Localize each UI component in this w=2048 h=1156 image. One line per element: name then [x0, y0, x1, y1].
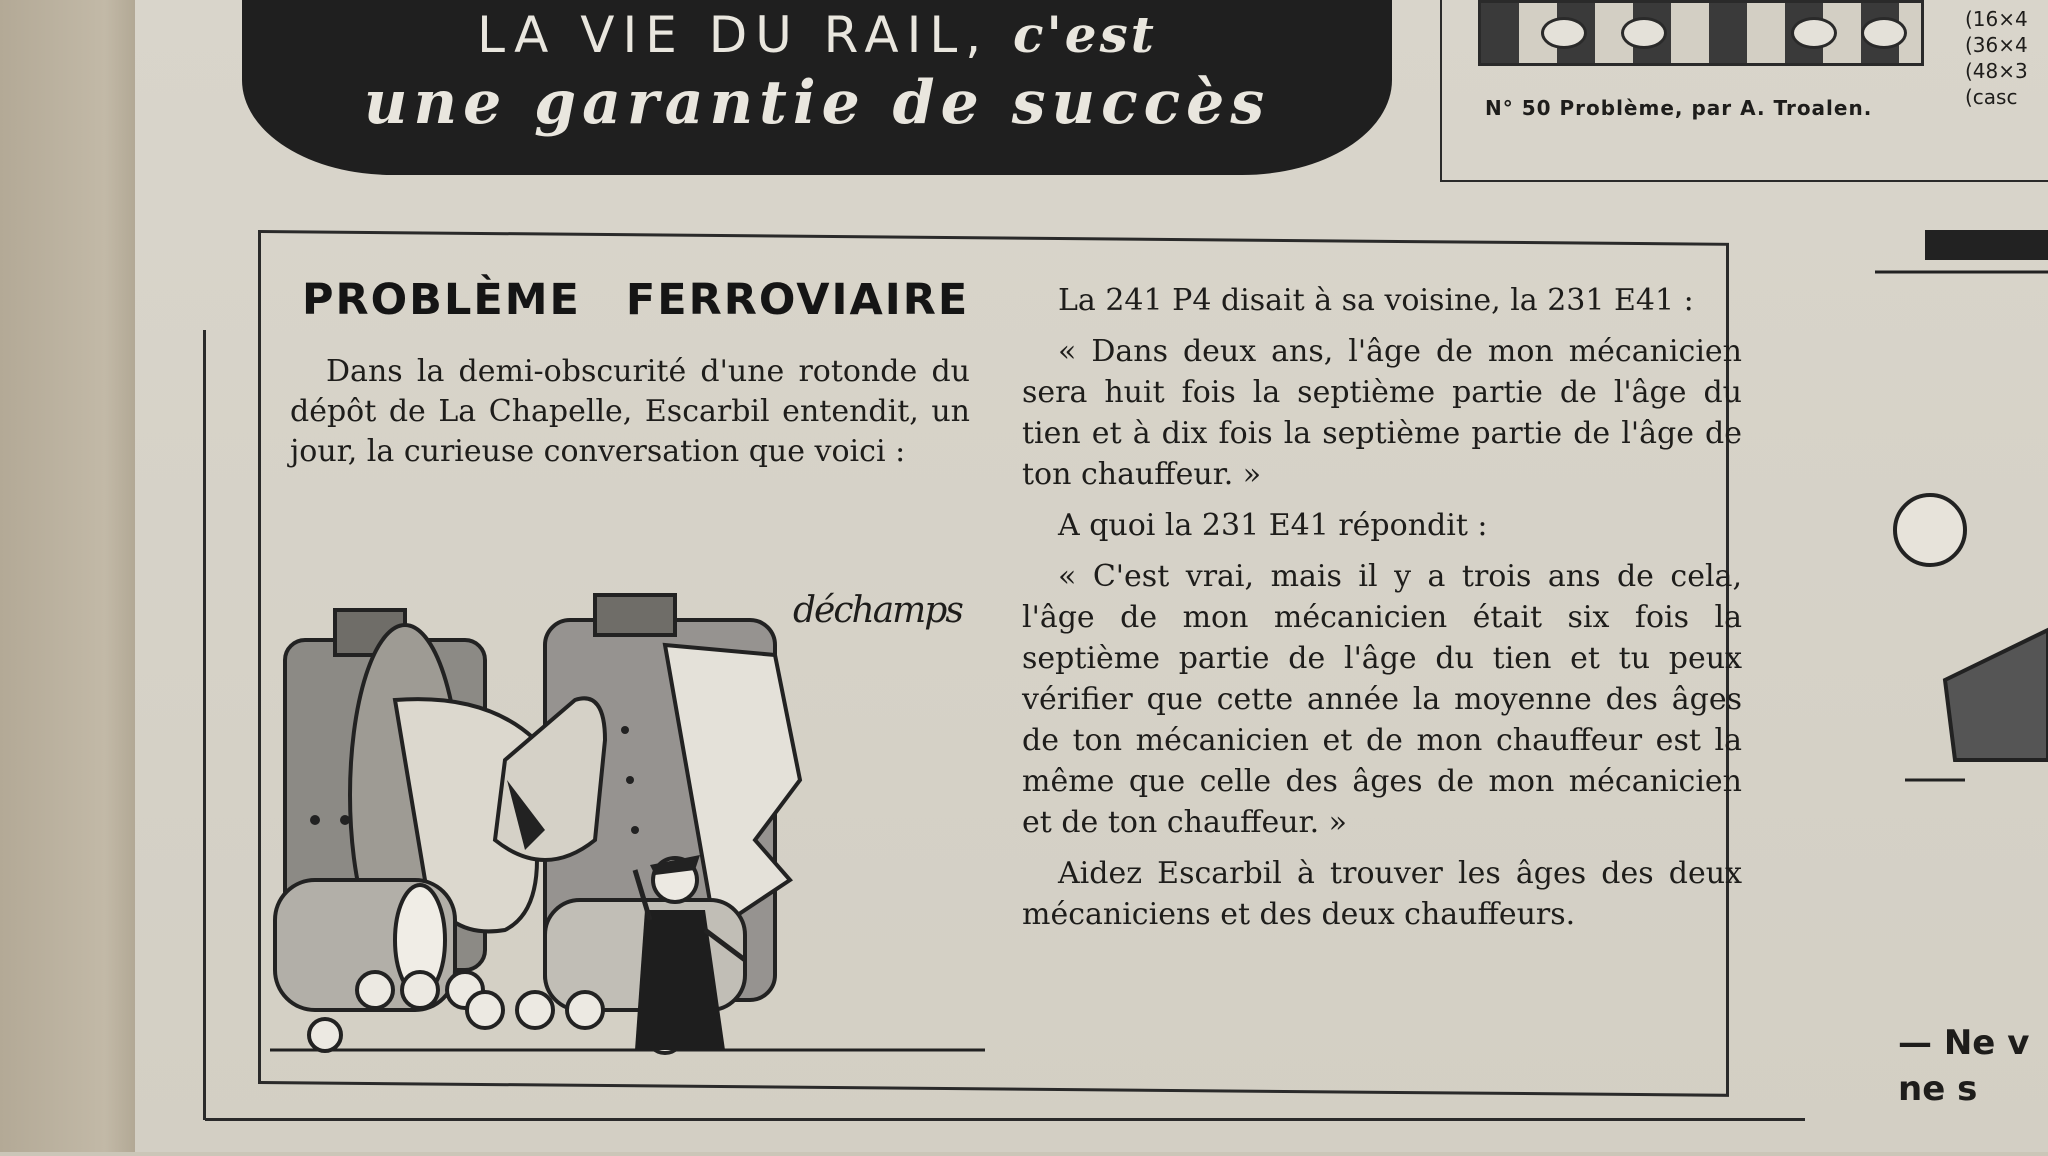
checkers-moves — [1965, 6, 2048, 110]
banner-line-2: une garantie de succès — [363, 68, 1271, 138]
article-paragraph: A quoi la 231 E41 répondit : — [1058, 508, 1488, 543]
checkers-board-image — [1478, 0, 1924, 66]
article-title: PROBLÈME FERROVIAIRE — [302, 275, 970, 325]
article-paragraph: « C'est vrai, mais il y a trois ans de cela, l'âge de mon mécanicien était six fois la septième partie de l'âge du tien et tu peux vérifier que cette année la moyenne des âges de ton mécanicien et de mon chauffeur est la même que celle des âges de mon mécanicien et de ton chauffeur. » — [1022, 559, 1742, 840]
adjacent-cartoon-fragment — [1875, 200, 2048, 1152]
adjacent-cartoon-illustration — [1875, 200, 2048, 1152]
checker-piece — [1621, 17, 1667, 49]
outer-frame-line — [205, 1118, 1805, 1121]
article-left-column — [290, 352, 970, 482]
checker-piece — [1791, 17, 1837, 49]
promo-banner — [242, 0, 1392, 175]
artist-signature: déchamps — [793, 590, 962, 631]
adjacent-text-line: ne s — [1898, 1069, 1978, 1109]
adjacent-text-line: — Ne v — [1898, 1023, 2030, 1063]
article-right-column — [1022, 280, 1742, 945]
article-intro: Dans la demi-obscurité d'une rotonde du dépôt de La Chapelle, Escarbil entendit, un jour, la curieuse conversation que voici : — [290, 354, 970, 469]
checker-piece — [1861, 17, 1907, 49]
move-line: (36×4 — [1965, 33, 2028, 57]
article-paragraph: « Dans deux ans, l'âge de mon mécanicien sera huit fois la septième partie de l'âge du tien et à dix fois la septième partie de l'âge de ton chauffeur. » — [1022, 334, 1742, 492]
banner-line-1-italic: c'est — [1013, 5, 1157, 64]
article-paragraph: Aidez Escarbil à trouver les âges des deux mécaniciens et des deux chauffeurs. — [1022, 856, 1742, 932]
locomotives-cartoon — [245, 580, 995, 1100]
article-paragraph: La 241 P4 disait à sa voisine, la 231 E41 : — [1058, 283, 1694, 318]
cartoon-illustration — [245, 580, 995, 1100]
move-line: (16×4 — [1965, 7, 2028, 31]
banner-line-1-text: LA VIE DU RAIL, — [477, 6, 990, 64]
adjacent-article-text — [1898, 1020, 2029, 1112]
checkers-caption: N° 50 Problème, par A. Troalen. — [1485, 96, 1873, 120]
move-line: (48×3 — [1965, 59, 2028, 83]
checker-piece — [1541, 17, 1587, 49]
outer-frame-line — [203, 330, 206, 1120]
page-binding — [0, 0, 150, 1152]
move-line: (casc — [1965, 85, 2018, 109]
banner-line-1 — [242, 5, 1392, 64]
